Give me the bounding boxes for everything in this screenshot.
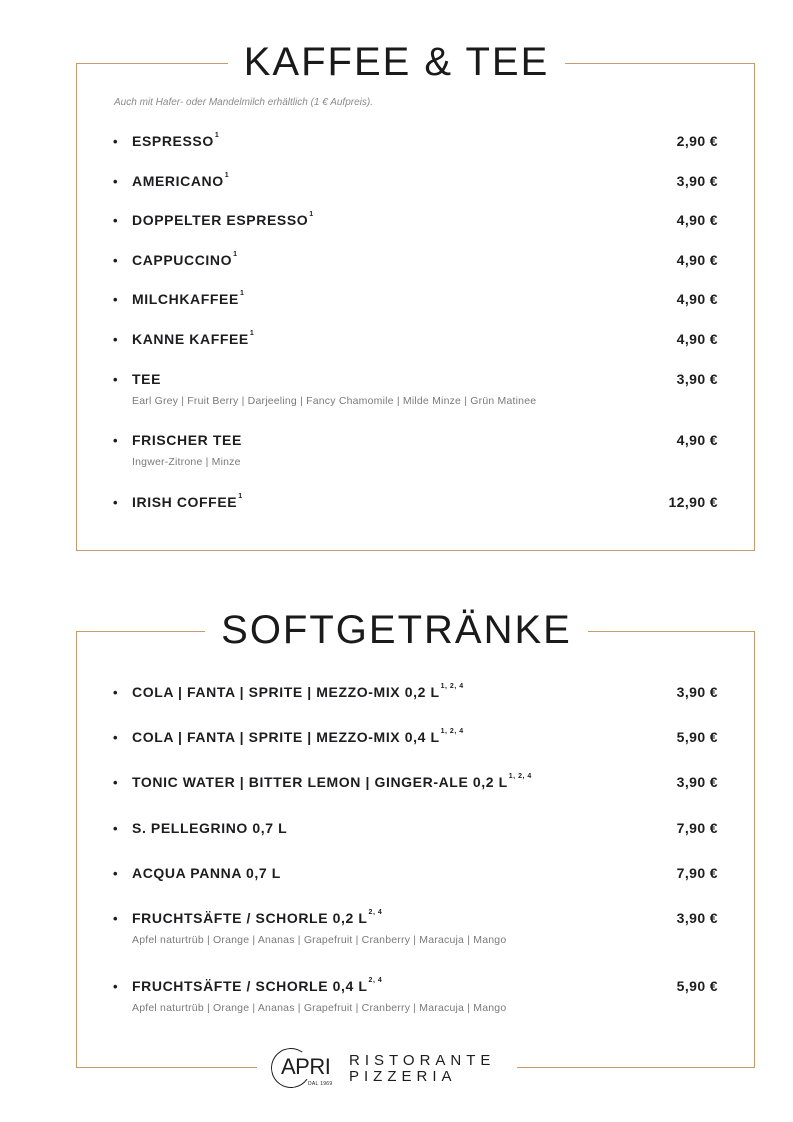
bullet: •	[113, 433, 118, 448]
item-description: Apfel naturtrüb | Orange | Ananas | Grapefruit | Cranberry | Maracuja | Mango	[132, 934, 507, 946]
logo-text	[349, 1053, 495, 1085]
item-price: 7,90 €	[676, 865, 718, 881]
item-price: 4,90 €	[676, 291, 718, 307]
logo-line-pizzeria: PIZZERIA	[349, 1068, 457, 1085]
item-name: AMERICANO$^1$	[132, 172, 230, 189]
menu-item-acqua-panna	[113, 865, 718, 881]
bullet: •	[113, 979, 118, 994]
item-name: COLA | FANTA | SPRITE | MEZZO-MIX 0,2 L$^{1, 2, 4}$	[132, 683, 464, 700]
item-name: KANNE KAFFEE$^1$	[132, 330, 255, 347]
menu-item-milchkaffee	[113, 291, 718, 307]
item-name: TONIC WATER | BITTER LEMON | GINGER-ALE 0,2 L$^{1, 2, 4}$	[132, 773, 532, 790]
item-price: 3,90 €	[676, 173, 718, 189]
menu-item-cola-02	[113, 684, 718, 700]
item-name: COLA | FANTA | SPRITE | MEZZO-MIX 0,4 L$^{1, 2, 4}$	[132, 728, 464, 745]
item-price: 3,90 €	[676, 684, 718, 700]
bullet: •	[113, 866, 118, 881]
bullet: •	[113, 911, 118, 926]
bullet: •	[113, 213, 118, 228]
menu-item-fruchtsaefte-04	[113, 978, 718, 1014]
menu-item-kanne-kaffee	[113, 331, 718, 347]
bullet: •	[113, 685, 118, 700]
bullet: •	[113, 821, 118, 836]
bullet: •	[113, 174, 118, 189]
bullet: •	[113, 292, 118, 307]
item-price: 3,90 €	[676, 774, 718, 790]
item-description: Earl Grey | Fruit Berry | Darjeeling | Fancy Chamomile | Milde Minze | Grün Matinee	[132, 395, 537, 407]
logo-mark	[271, 1048, 343, 1090]
bullet: •	[113, 775, 118, 790]
item-name: S. PELLEGRINO 0,7 L	[132, 820, 288, 836]
item-price: 12,90 €	[668, 494, 718, 510]
bullet: •	[113, 253, 118, 268]
capri-logo	[257, 1046, 517, 1092]
bullet: •	[113, 495, 118, 510]
milk-note: Auch mit Hafer- oder Mandelmilch erhältlich (1 € Aufpreis).	[114, 97, 373, 108]
menu-item-pellegrino	[113, 820, 718, 836]
logo-since: DAL 1969	[308, 1081, 333, 1087]
item-name: CAPPUCCINO$^1$	[132, 251, 238, 268]
item-price: 4,90 €	[676, 212, 718, 228]
item-name: IRISH COFFEE$^1$	[132, 493, 243, 510]
menu-item-fruchtsaefte-02	[113, 910, 718, 946]
item-price: 7,90 €	[676, 820, 718, 836]
item-price: 4,90 €	[676, 432, 718, 448]
item-name: FRISCHER TEE	[132, 432, 242, 448]
menu-item-espresso	[113, 133, 718, 149]
menu-item-tee	[113, 371, 718, 407]
item-price: 5,90 €	[676, 729, 718, 745]
menu-item-irish-coffee	[113, 494, 718, 510]
item-price: 5,90 €	[676, 978, 718, 994]
menu-item-americano	[113, 173, 718, 189]
bullet: •	[113, 730, 118, 745]
menu-item-tonic-water	[113, 774, 718, 790]
logo-wordmark: APRI	[281, 1054, 331, 1079]
item-name: ACQUA PANNA 0,7 L	[132, 865, 281, 881]
item-price: 2,90 €	[676, 133, 718, 149]
menu-item-cola-04	[113, 729, 718, 745]
logo-line-ristorante: RISTORANTE	[349, 1052, 496, 1069]
kaffee-section-title: KAFFEE & TEE	[0, 42, 793, 82]
item-name: FRUCHTSÄFTE / SCHORLE 0,2 L$^{2, 4}$	[132, 909, 383, 926]
item-description: Ingwer-Zitrone | Minze	[132, 456, 241, 468]
bullet: •	[113, 134, 118, 149]
item-price: 3,90 €	[676, 910, 718, 926]
menu-item-frischer-tee	[113, 432, 718, 468]
item-name: FRUCHTSÄFTE / SCHORLE 0,4 L$^{2, 4}$	[132, 977, 383, 994]
bullet: •	[113, 332, 118, 347]
item-price: 4,90 €	[676, 331, 718, 347]
item-price: 4,90 €	[676, 252, 718, 268]
item-name: ESPRESSO$^1$	[132, 132, 220, 149]
item-name: TEE	[132, 371, 162, 387]
item-description: Apfel naturtrüb | Orange | Ananas | Grapefruit | Cranberry | Maracuja | Mango	[132, 1002, 507, 1014]
item-name: DOPPELTER ESPRESSO$^1$	[132, 211, 314, 228]
softdrinks-section-title: SOFTGETRÄNKE	[0, 610, 793, 650]
item-price: 3,90 €	[676, 371, 718, 387]
menu-item-cappuccino	[113, 252, 718, 268]
bullet: •	[113, 372, 118, 387]
menu-item-doppelter-espresso	[113, 212, 718, 228]
item-name: MILCHKAFFEE$^1$	[132, 290, 245, 307]
